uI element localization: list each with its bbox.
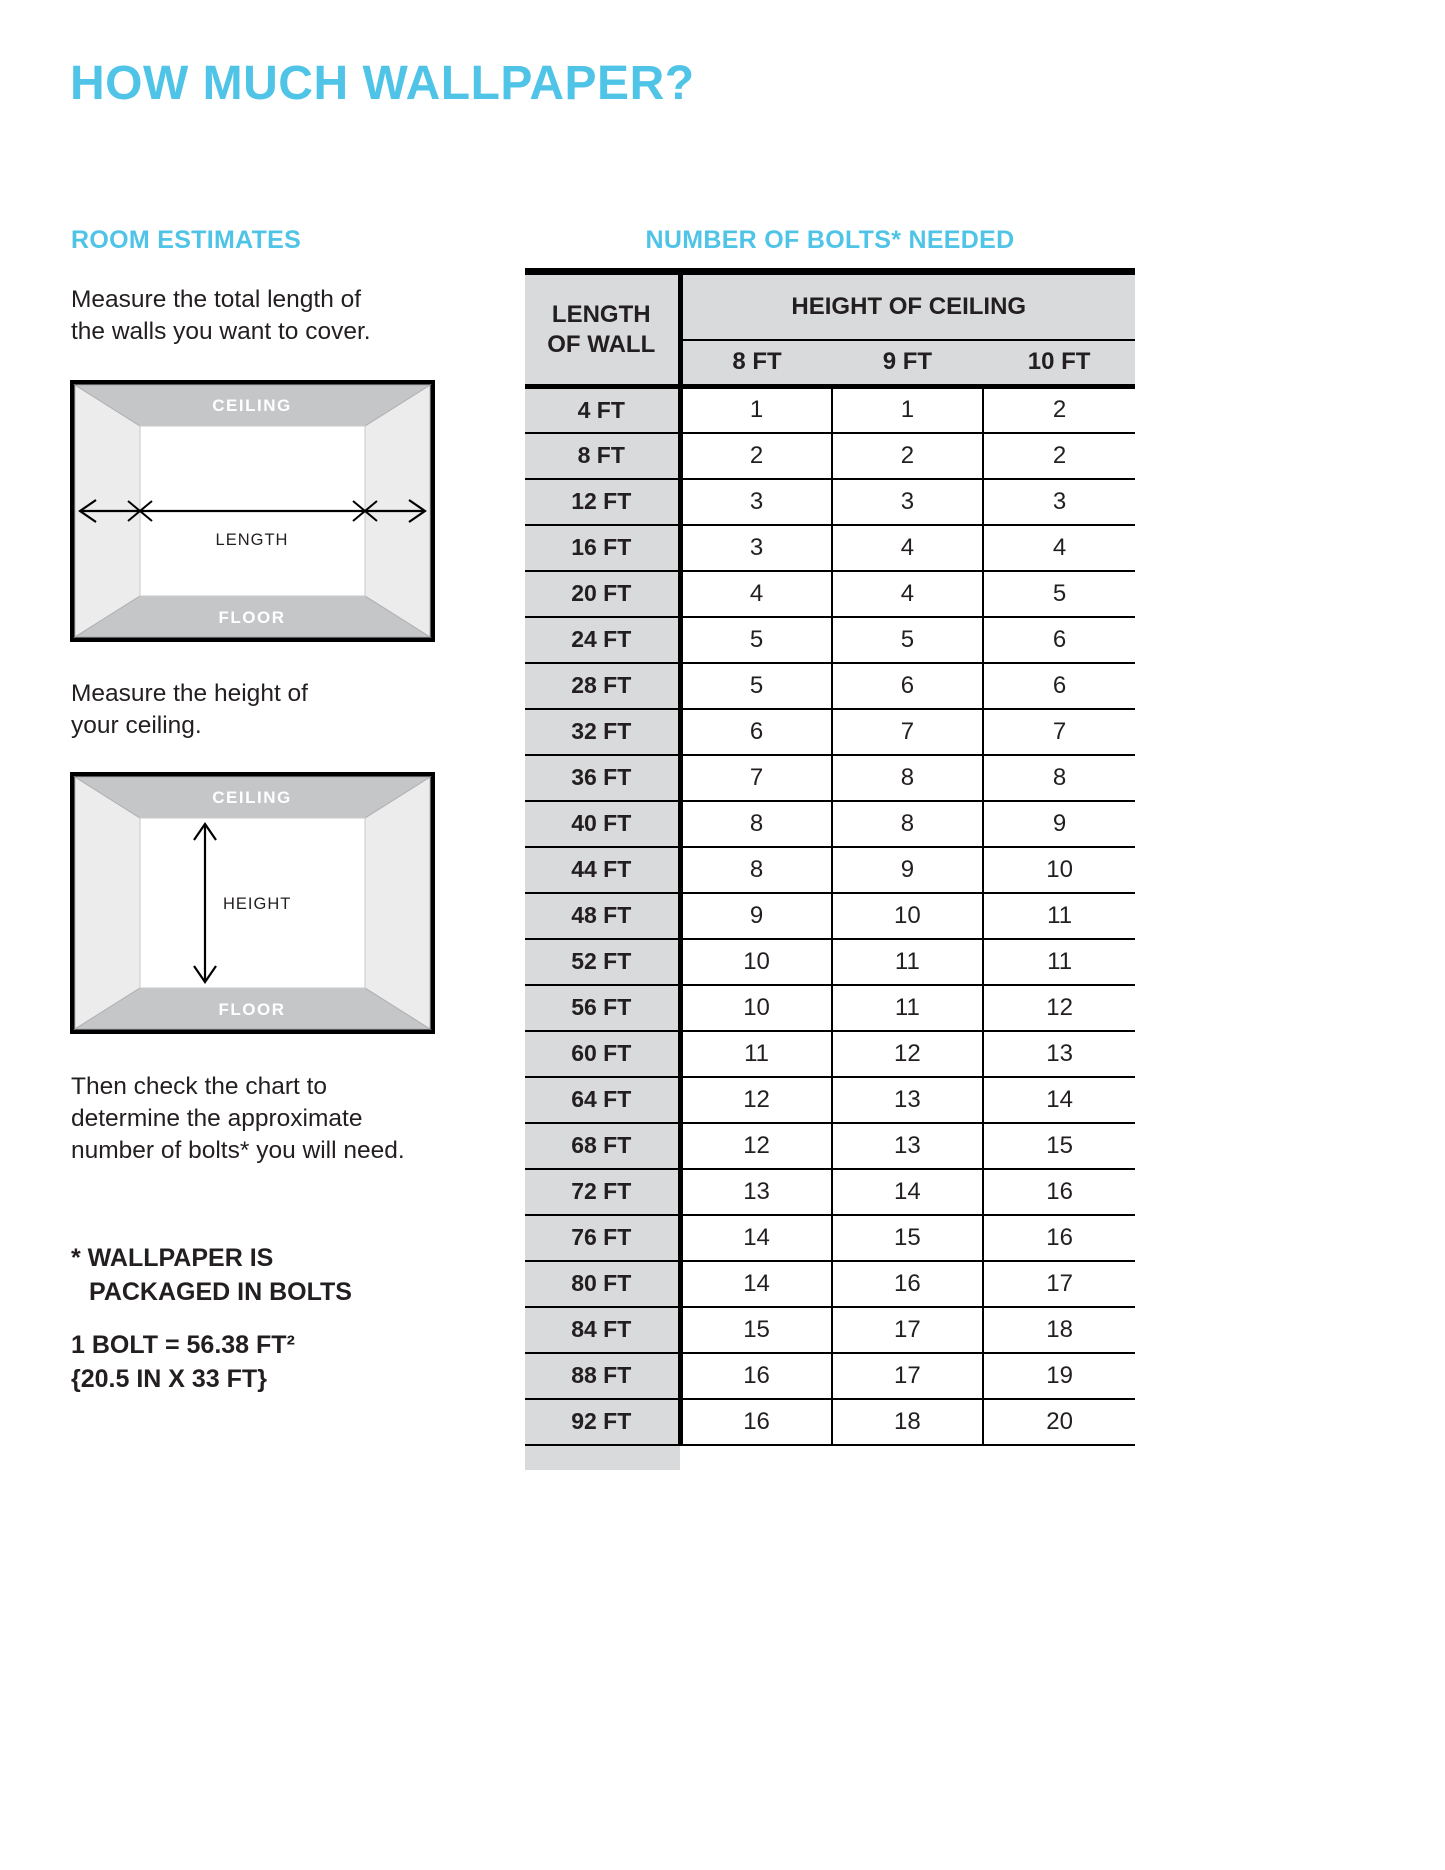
bolt-count-cell: 2 <box>680 433 832 479</box>
wall-length-cell: 12 FT <box>525 479 680 525</box>
bolts-footnote <box>71 1241 352 1309</box>
gray-column-stub <box>525 1445 680 1470</box>
bolt-count-cell: 16 <box>680 1353 832 1399</box>
room-length-diagram <box>70 380 435 642</box>
instruction-line: Then check the chart to <box>71 1073 328 1100</box>
bolt-count-cell: 3 <box>983 479 1135 525</box>
bolt-size-line: 1 BOLT = 56.38 FT² <box>71 1331 295 1359</box>
bolt-count-cell: 11 <box>983 939 1135 985</box>
wall-length-cell: 48 FT <box>525 893 680 939</box>
bolt-count-cell: 2 <box>983 387 1135 433</box>
bolt-count-cell: 8 <box>680 801 832 847</box>
table-row <box>525 1307 1135 1353</box>
table-row <box>525 1123 1135 1169</box>
length-label: LENGTH <box>215 531 289 549</box>
instruction-line: your ceiling. <box>71 712 202 739</box>
table-row <box>525 1215 1135 1261</box>
height-of-ceiling-header: HEIGHT OF CEILING <box>680 272 1135 340</box>
bolt-count-cell: 11 <box>832 939 984 985</box>
bolt-count-cell: 14 <box>680 1261 832 1307</box>
col-header-9ft: 9 FT <box>832 340 984 387</box>
room-height-diagram-svg <box>70 772 435 1034</box>
bolt-count-cell: 8 <box>680 847 832 893</box>
bolt-count-cell: 6 <box>680 709 832 755</box>
bolt-count-cell: 17 <box>832 1353 984 1399</box>
table-row <box>525 1261 1135 1307</box>
bolt-count-cell: 13 <box>680 1169 832 1215</box>
room-height-diagram <box>70 772 435 1034</box>
bolt-count-cell: 9 <box>832 847 984 893</box>
bolt-count-cell: 11 <box>832 985 984 1031</box>
bolt-count-cell: 7 <box>983 709 1135 755</box>
table-row <box>525 801 1135 847</box>
col-header-8ft: 8 FT <box>680 340 832 387</box>
table-row <box>525 1353 1135 1399</box>
bolt-count-cell: 19 <box>983 1353 1135 1399</box>
wall-length-cell: 88 FT <box>525 1353 680 1399</box>
page-title: HOW MUCH WALLPAPER? <box>70 57 695 110</box>
table-row <box>525 525 1135 571</box>
ceiling-label: CEILING <box>212 788 292 807</box>
wall-length-cell: 72 FT <box>525 1169 680 1215</box>
bolt-count-cell: 9 <box>680 893 832 939</box>
wall-length-cell: 84 FT <box>525 1307 680 1353</box>
bolt-count-cell: 5 <box>680 663 832 709</box>
bolt-count-cell: 16 <box>680 1399 832 1445</box>
footer-spacer <box>680 1445 1135 1470</box>
bolt-count-cell: 6 <box>983 617 1135 663</box>
table-row <box>525 1077 1135 1123</box>
bolt-count-cell: 12 <box>680 1123 832 1169</box>
bolt-count-cell: 10 <box>680 939 832 985</box>
wall-length-cell: 76 FT <box>525 1215 680 1261</box>
wall-length-cell: 24 FT <box>525 617 680 663</box>
bolt-count-cell: 3 <box>832 479 984 525</box>
bolt-count-cell: 10 <box>680 985 832 1031</box>
bolt-count-cell: 5 <box>680 617 832 663</box>
bolt-count-cell: 12 <box>832 1031 984 1077</box>
table-row <box>525 985 1135 1031</box>
bolt-count-cell: 11 <box>680 1031 832 1077</box>
footnote-line: * WALLPAPER IS <box>71 1244 274 1272</box>
bolt-count-cell: 16 <box>983 1169 1135 1215</box>
table-row <box>525 1031 1135 1077</box>
bolts-table-wrap <box>525 268 1135 1470</box>
bolt-count-cell: 1 <box>832 387 984 433</box>
floor-label: FLOOR <box>218 1000 286 1019</box>
bolt-count-cell: 8 <box>832 801 984 847</box>
bolt-count-cell: 3 <box>680 525 832 571</box>
bolt-count-cell: 13 <box>832 1123 984 1169</box>
bolt-count-cell: 17 <box>832 1307 984 1353</box>
bolt-count-cell: 1 <box>680 387 832 433</box>
bolt-count-cell: 15 <box>832 1215 984 1261</box>
bolt-count-cell: 4 <box>832 525 984 571</box>
table-row <box>525 433 1135 479</box>
bolt-count-cell: 11 <box>983 893 1135 939</box>
bolt-count-cell: 8 <box>832 755 984 801</box>
table-row <box>525 387 1135 433</box>
height-label: HEIGHT <box>223 895 292 913</box>
bolts-table <box>525 268 1135 1470</box>
header-line: OF WALL <box>547 330 656 358</box>
wall-length-cell: 80 FT <box>525 1261 680 1307</box>
table-row <box>525 479 1135 525</box>
bolt-count-cell: 8 <box>983 755 1135 801</box>
bolts-table-body <box>525 387 1135 1445</box>
wall-length-cell: 40 FT <box>525 801 680 847</box>
bolt-count-cell: 17 <box>983 1261 1135 1307</box>
wall-length-cell: 20 FT <box>525 571 680 617</box>
table-row <box>525 847 1135 893</box>
table-footer-stub-row <box>525 1445 1135 1470</box>
wall-length-cell: 44 FT <box>525 847 680 893</box>
bolt-count-cell: 12 <box>680 1077 832 1123</box>
bolt-count-cell: 6 <box>983 663 1135 709</box>
table-row <box>525 755 1135 801</box>
instruction-line: number of bolts* you will need. <box>71 1137 405 1164</box>
bolt-count-cell: 12 <box>983 985 1135 1031</box>
wall-length-cell: 28 FT <box>525 663 680 709</box>
table-row <box>525 617 1135 663</box>
bolt-count-cell: 16 <box>983 1215 1135 1261</box>
bolt-count-cell: 4 <box>680 571 832 617</box>
measure-height-instruction <box>71 678 308 742</box>
instruction-line: Measure the total length of <box>71 286 362 313</box>
table-row <box>525 709 1135 755</box>
col-header-10ft: 10 FT <box>983 340 1135 387</box>
wall-length-cell: 36 FT <box>525 755 680 801</box>
bolt-count-cell: 2 <box>983 433 1135 479</box>
wall-length-cell: 64 FT <box>525 1077 680 1123</box>
wall-length-cell: 60 FT <box>525 1031 680 1077</box>
bolt-count-cell: 14 <box>983 1077 1135 1123</box>
bolt-count-cell: 14 <box>680 1215 832 1261</box>
bolt-count-cell: 3 <box>680 479 832 525</box>
length-of-wall-header <box>525 272 680 387</box>
bolt-count-cell: 10 <box>832 893 984 939</box>
right-wall <box>365 777 430 1029</box>
bolts-needed-heading: NUMBER OF BOLTS* NEEDED <box>645 226 1015 254</box>
bolt-count-cell: 4 <box>983 525 1135 571</box>
bolt-count-cell: 5 <box>983 571 1135 617</box>
bolt-count-cell: 16 <box>832 1261 984 1307</box>
wall-length-cell: 92 FT <box>525 1399 680 1445</box>
table-row <box>525 893 1135 939</box>
bolt-count-cell: 14 <box>832 1169 984 1215</box>
ceiling-label: CEILING <box>212 396 292 415</box>
wall-length-cell: 52 FT <box>525 939 680 985</box>
instruction-line: Measure the height of <box>71 680 308 707</box>
bolt-count-cell: 18 <box>983 1307 1135 1353</box>
wall-length-cell: 68 FT <box>525 1123 680 1169</box>
bolt-count-cell: 15 <box>680 1307 832 1353</box>
table-row <box>525 1399 1135 1445</box>
wall-length-cell: 16 FT <box>525 525 680 571</box>
wall-length-cell: 8 FT <box>525 433 680 479</box>
room-estimates-heading: ROOM ESTIMATES <box>71 226 302 254</box>
measure-length-instruction <box>71 284 371 348</box>
bolt-count-cell: 5 <box>832 617 984 663</box>
bolt-size-note <box>71 1328 295 1396</box>
room-length-diagram-svg <box>70 380 435 642</box>
bolt-count-cell: 9 <box>983 801 1135 847</box>
bolt-count-cell: 6 <box>832 663 984 709</box>
table-row <box>525 571 1135 617</box>
wall-length-cell: 56 FT <box>525 985 680 1031</box>
wall-length-cell: 4 FT <box>525 387 680 433</box>
bolt-size-line: {20.5 IN X 33 FT} <box>71 1365 267 1393</box>
bolt-count-cell: 15 <box>983 1123 1135 1169</box>
left-wall <box>75 777 140 1029</box>
floor-label: FLOOR <box>218 608 286 627</box>
bolt-count-cell: 13 <box>832 1077 984 1123</box>
bolt-count-cell: 13 <box>983 1031 1135 1077</box>
footnote-line: PACKAGED IN BOLTS <box>89 1278 352 1306</box>
instruction-line: determine the approximate <box>71 1105 363 1132</box>
table-header-row <box>525 272 1135 340</box>
table-row <box>525 663 1135 709</box>
table-row <box>525 1169 1135 1215</box>
bolt-count-cell: 20 <box>983 1399 1135 1445</box>
check-chart-instruction <box>71 1071 405 1167</box>
bolt-count-cell: 2 <box>832 433 984 479</box>
header-line: LENGTH <box>551 300 651 328</box>
instruction-line: the walls you want to cover. <box>71 318 371 345</box>
table-row <box>525 939 1135 985</box>
bolt-count-cell: 18 <box>832 1399 984 1445</box>
wall-length-cell: 32 FT <box>525 709 680 755</box>
bolt-count-cell: 7 <box>832 709 984 755</box>
bolt-count-cell: 7 <box>680 755 832 801</box>
bolt-count-cell: 10 <box>983 847 1135 893</box>
bolt-count-cell: 4 <box>832 571 984 617</box>
